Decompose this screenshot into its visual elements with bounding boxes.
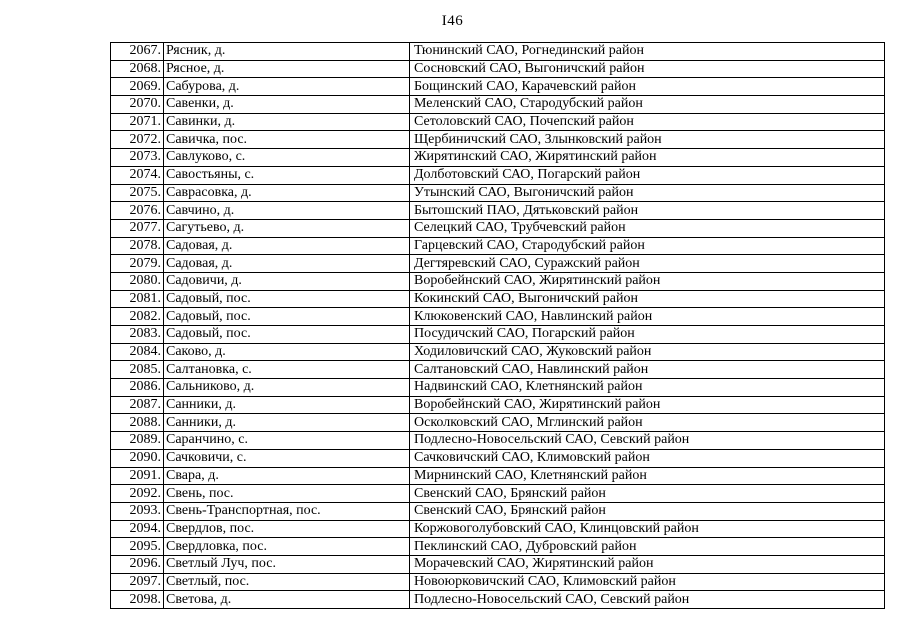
settlement-name-cell: Рясное, д. xyxy=(164,60,410,78)
administrative-unit-cell: Жирятинский САО, Жирятинский район xyxy=(410,149,885,167)
row-number-cell: 2080. xyxy=(111,272,164,290)
administrative-unit-cell: Коржовоголубовский САО, Клинцовский район xyxy=(410,520,885,538)
settlement-name-cell: Салтановка, с. xyxy=(164,361,410,379)
administrative-unit-cell: Салтановский САО, Навлинский район xyxy=(410,361,885,379)
settlement-name-cell: Светова, д. xyxy=(164,591,410,609)
table-row xyxy=(111,343,885,361)
row-number-cell: 2074. xyxy=(111,166,164,184)
administrative-unit-cell: Сачковичский САО, Климовский район xyxy=(410,449,885,467)
row-number-cell: 2086. xyxy=(111,379,164,397)
table-row xyxy=(111,166,885,184)
settlement-name-cell: Саранчино, с. xyxy=(164,432,410,450)
table-row xyxy=(111,272,885,290)
administrative-unit-cell: Гарцевский САО, Стародубский район xyxy=(410,237,885,255)
administrative-unit-cell: Пеклинский САО, Дубровский район xyxy=(410,538,885,556)
table-row xyxy=(111,78,885,96)
table-row xyxy=(111,113,885,131)
administrative-unit-cell: Дегтяревский САО, Суражский район xyxy=(410,255,885,273)
table-row xyxy=(111,60,885,78)
row-number-cell: 2095. xyxy=(111,538,164,556)
table-row xyxy=(111,467,885,485)
administrative-unit-cell: Воробейнский САО, Жирятинский район xyxy=(410,272,885,290)
administrative-unit-cell: Свенский САО, Брянский район xyxy=(410,502,885,520)
table-row xyxy=(111,379,885,397)
row-number-cell: 2068. xyxy=(111,60,164,78)
administrative-unit-cell: Клюковенский САО, Навлинский район xyxy=(410,308,885,326)
administrative-unit-cell: Надвинский САО, Клетнянский район xyxy=(410,379,885,397)
table-row xyxy=(111,396,885,414)
row-number-cell: 2090. xyxy=(111,449,164,467)
settlement-name-cell: Свердловка, пос. xyxy=(164,538,410,556)
settlement-name-cell: Савлуково, с. xyxy=(164,149,410,167)
administrative-unit-cell: Меленский САО, Стародубский район xyxy=(410,96,885,114)
settlement-name-cell: Свень-Транспортная, пос. xyxy=(164,502,410,520)
settlement-name-cell: Савичка, пос. xyxy=(164,131,410,149)
administrative-unit-cell: Подлесно-Новосельский САО, Севский район xyxy=(410,591,885,609)
administrative-unit-cell: Посудичский САО, Погарский район xyxy=(410,326,885,344)
administrative-unit-cell: Бытошский ПАО, Дятьковский район xyxy=(410,202,885,220)
settlement-name-cell: Савостьяны, с. xyxy=(164,166,410,184)
row-number-cell: 2072. xyxy=(111,131,164,149)
table-row xyxy=(111,502,885,520)
row-number-cell: 2082. xyxy=(111,308,164,326)
settlement-name-cell: Светлый, пос. xyxy=(164,573,410,591)
administrative-unit-cell: Морачевский САО, Жирятинский район xyxy=(410,555,885,573)
administrative-unit-cell: Долботовский САО, Погарский район xyxy=(410,166,885,184)
row-number-cell: 2089. xyxy=(111,432,164,450)
row-number-cell: 2067. xyxy=(111,43,164,61)
row-number-cell: 2087. xyxy=(111,396,164,414)
settlement-name-cell: Сагутьево, д. xyxy=(164,219,410,237)
administrative-unit-cell: Мирнинский САО, Клетнянский район xyxy=(410,467,885,485)
settlement-table-body xyxy=(111,43,885,609)
table-row xyxy=(111,538,885,556)
row-number-cell: 2092. xyxy=(111,485,164,503)
settlement-name-cell: Садовая, д. xyxy=(164,237,410,255)
table-row xyxy=(111,361,885,379)
row-number-cell: 2088. xyxy=(111,414,164,432)
row-number-cell: 2073. xyxy=(111,149,164,167)
settlement-name-cell: Санники, д. xyxy=(164,396,410,414)
administrative-unit-cell: Свенский САО, Брянский район xyxy=(410,485,885,503)
row-number-cell: 2071. xyxy=(111,113,164,131)
table-row xyxy=(111,149,885,167)
administrative-unit-cell: Селецкий САО, Трубчевский район xyxy=(410,219,885,237)
settlement-name-cell: Савинки, д. xyxy=(164,113,410,131)
table-row xyxy=(111,485,885,503)
row-number-cell: 2097. xyxy=(111,573,164,591)
settlement-name-cell: Свара, д. xyxy=(164,467,410,485)
administrative-unit-cell: Щербиничский САО, Злынковский район xyxy=(410,131,885,149)
page-number: I46 xyxy=(441,13,464,29)
row-number-cell: 2077. xyxy=(111,219,164,237)
table-row xyxy=(111,520,885,538)
row-number-cell: 2098. xyxy=(111,591,164,609)
row-number-cell: 2076. xyxy=(111,202,164,220)
settlement-name-cell: Сабурова, д. xyxy=(164,78,410,96)
settlement-name-cell: Свердлов, пос. xyxy=(164,520,410,538)
table-row xyxy=(111,414,885,432)
table-row xyxy=(111,326,885,344)
row-number-cell: 2069. xyxy=(111,78,164,96)
settlement-name-cell: Садовый, пос. xyxy=(164,308,410,326)
table-row xyxy=(111,131,885,149)
administrative-unit-cell: Ходиловичский САО, Жуковский район xyxy=(410,343,885,361)
table-row xyxy=(111,573,885,591)
settlement-name-cell: Садовая, д. xyxy=(164,255,410,273)
table-row xyxy=(111,237,885,255)
administrative-unit-cell: Бощинский САО, Карачевский район xyxy=(410,78,885,96)
table-row xyxy=(111,219,885,237)
settlement-name-cell: Садовичи, д. xyxy=(164,272,410,290)
settlement-name-cell: Свень, пос. xyxy=(164,485,410,503)
settlement-name-cell: Сачковичи, с. xyxy=(164,449,410,467)
row-number-cell: 2084. xyxy=(111,343,164,361)
table-row xyxy=(111,432,885,450)
administrative-unit-cell: Воробейнский САО, Жирятинский район xyxy=(410,396,885,414)
administrative-unit-cell: Подлесно-Новосельский САО, Севский район xyxy=(410,432,885,450)
row-number-cell: 2096. xyxy=(111,555,164,573)
settlement-name-cell: Савчино, д. xyxy=(164,202,410,220)
table-row xyxy=(111,555,885,573)
settlement-name-cell: Саково, д. xyxy=(164,343,410,361)
administrative-unit-cell: Тюнинский САО, Рогнединский район xyxy=(410,43,885,61)
table-row xyxy=(111,290,885,308)
administrative-unit-cell: Кокинский САО, Выгоничский район xyxy=(410,290,885,308)
settlement-name-cell: Савенки, д. xyxy=(164,96,410,114)
settlement-name-cell: Санники, д. xyxy=(164,414,410,432)
table-row xyxy=(111,449,885,467)
row-number-cell: 2094. xyxy=(111,520,164,538)
row-number-cell: 2079. xyxy=(111,255,164,273)
row-number-cell: 2075. xyxy=(111,184,164,202)
row-number-cell: 2091. xyxy=(111,467,164,485)
table-row xyxy=(111,591,885,609)
settlement-name-cell: Садовый, пос. xyxy=(164,326,410,344)
table-row xyxy=(111,43,885,61)
row-number-cell: 2093. xyxy=(111,502,164,520)
table-row xyxy=(111,202,885,220)
table-row xyxy=(111,255,885,273)
administrative-unit-cell: Сосновский САО, Выгоничский район xyxy=(410,60,885,78)
administrative-unit-cell: Утынский САО, Выгоничский район xyxy=(410,184,885,202)
settlement-name-cell: Садовый, пос. xyxy=(164,290,410,308)
row-number-cell: 2070. xyxy=(111,96,164,114)
table-row xyxy=(111,308,885,326)
table-row xyxy=(111,96,885,114)
administrative-unit-cell: Новоюрковичский САО, Климовский район xyxy=(410,573,885,591)
administrative-unit-cell: Сетоловский САО, Почепский район xyxy=(410,113,885,131)
settlement-name-cell: Саврасовка, д. xyxy=(164,184,410,202)
row-number-cell: 2083. xyxy=(111,326,164,344)
administrative-unit-cell: Осколковский САО, Мглинский район xyxy=(410,414,885,432)
settlement-name-cell: Сальниково, д. xyxy=(164,379,410,397)
row-number-cell: 2085. xyxy=(111,361,164,379)
row-number-cell: 2081. xyxy=(111,290,164,308)
settlement-name-cell: Рясник, д. xyxy=(164,43,410,61)
settlement-name-cell: Светлый Луч, пос. xyxy=(164,555,410,573)
row-number-cell: 2078. xyxy=(111,237,164,255)
settlement-table xyxy=(110,42,885,609)
table-row xyxy=(111,184,885,202)
